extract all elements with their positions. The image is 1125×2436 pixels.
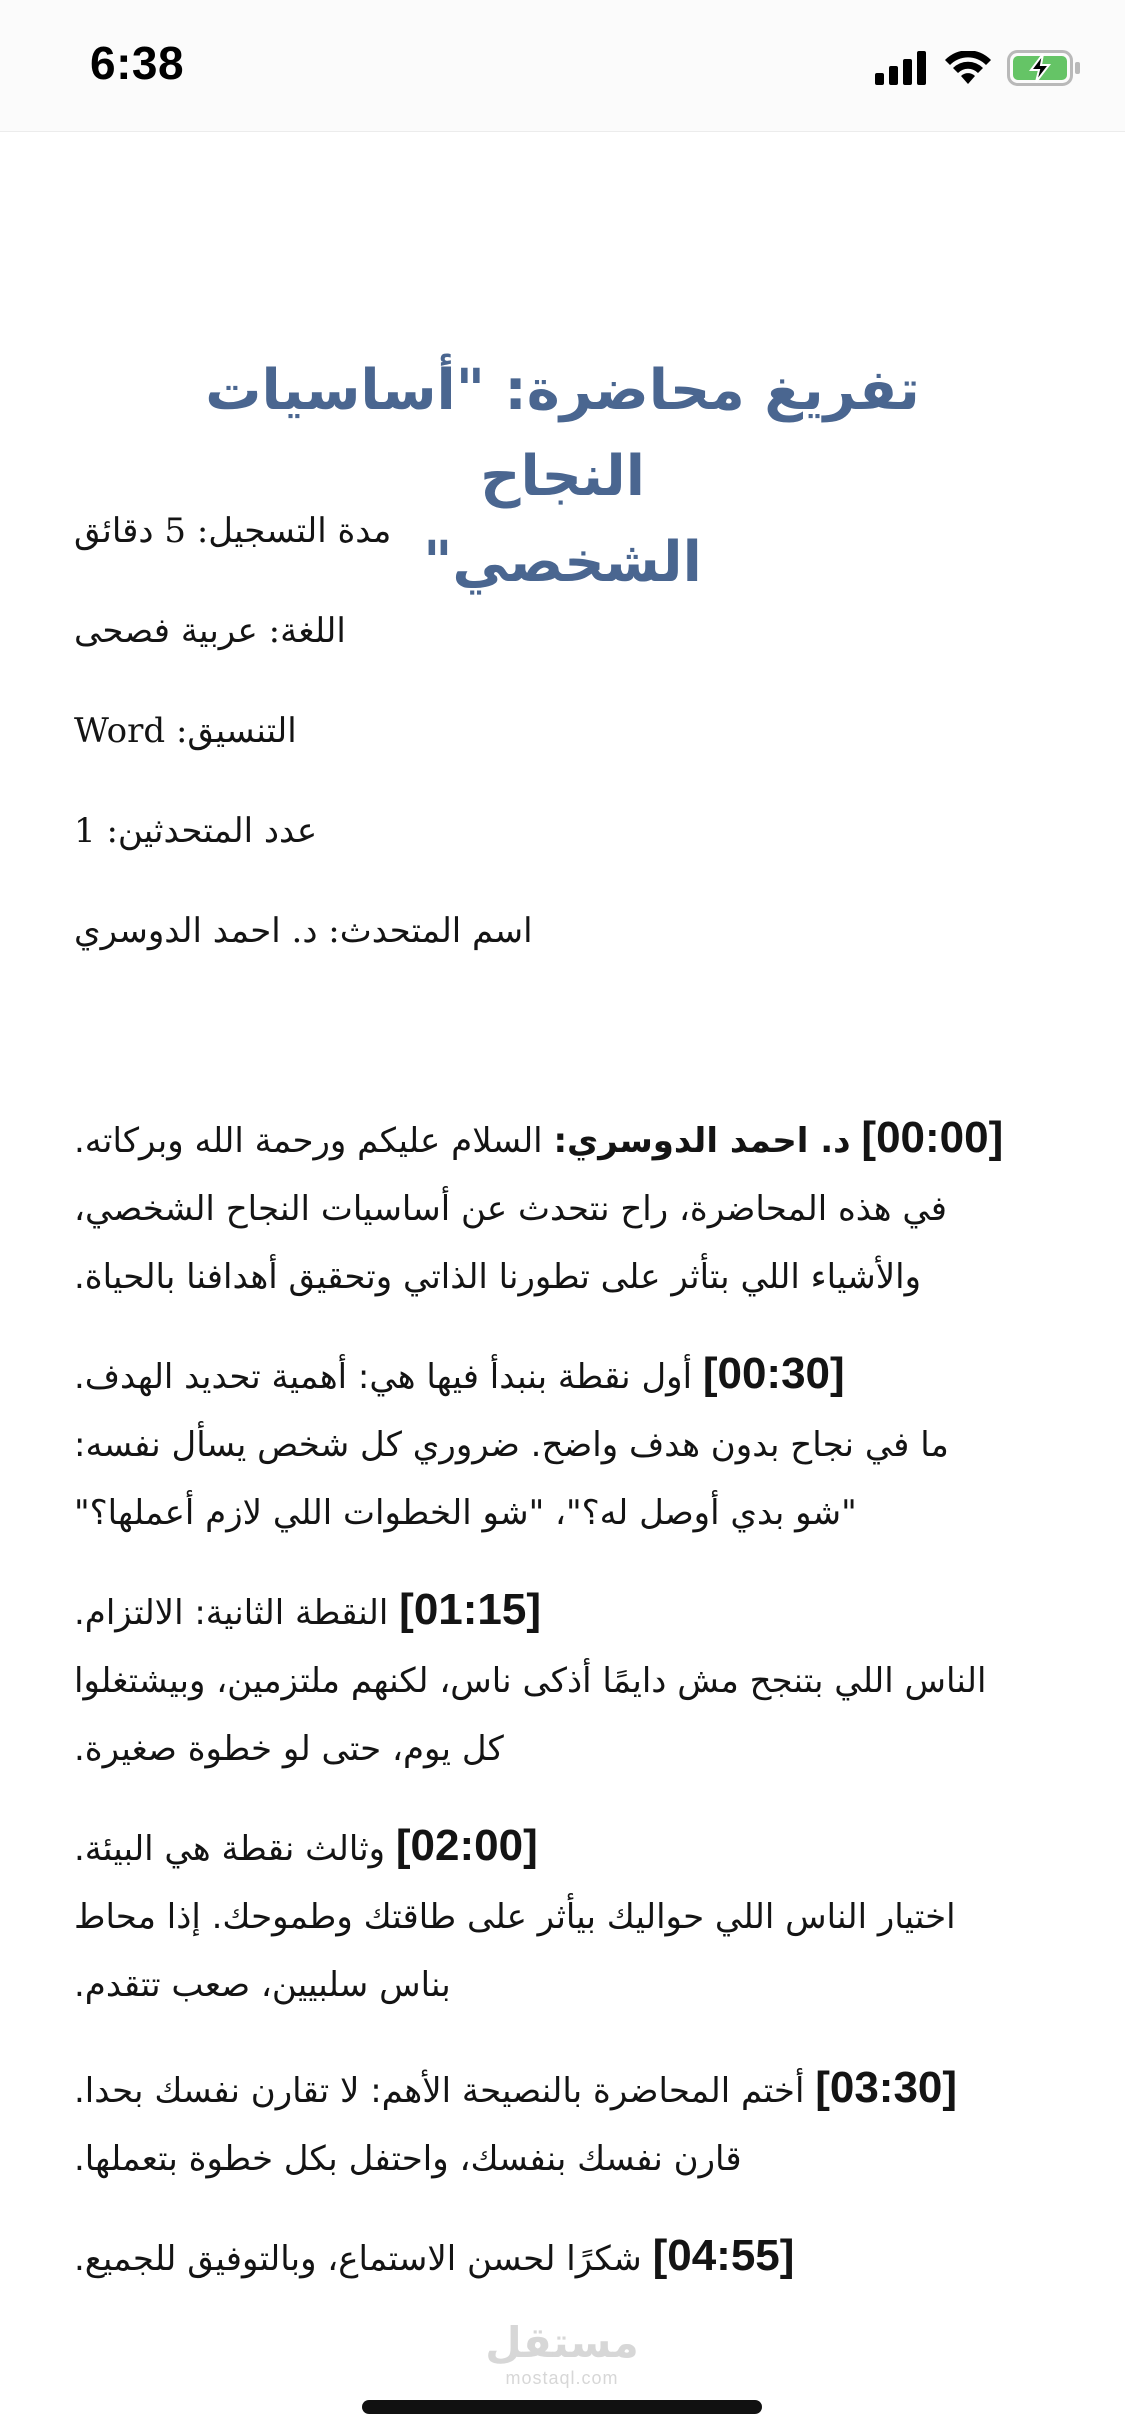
transcript-paragraph (74, 2222, 1054, 2293)
timestamp: [01:15] (399, 1585, 542, 1634)
paragraph-text: وثالث نقطة هي البيئة. (74, 1829, 396, 1869)
paragraph-text: النقطة الثانية: الالتزام. (74, 1593, 400, 1633)
status-bar (0, 0, 1125, 132)
status-icons (875, 46, 1081, 90)
timestamp: [00:30] (702, 1349, 845, 1398)
timestamp: [04:55] (652, 2231, 795, 2280)
paragraph-line: في هذه المحاضرة، راح نتحدث عن أساسيات النجاح الشخصي، (74, 1189, 947, 1229)
meta-speaker-count: عدد المتحدثين: 1 (74, 811, 318, 851)
watermark-latin: mostaql.com (505, 2368, 619, 2388)
meta-duration: مدة التسجيل: 5 دقائق (74, 511, 392, 551)
timestamp: [02:00] (395, 1821, 538, 1870)
paragraph-line (74, 1340, 1054, 1411)
paragraph-line: "شو بدي أوصل له؟"، "شو الخطوات اللي لازم أعملها؟" (74, 1493, 857, 1533)
document-title-line2: الشخصي" (423, 530, 702, 595)
timestamp: [00:00] (861, 1113, 1004, 1162)
paragraph-line: ما في نجاح بدون هدف واضح. ضروري كل شخص يسأل نفسه: (74, 1425, 949, 1465)
paragraph-text: أول نقطة بنبدأ فيها هي: أهمية تحديد الهدف. (74, 1357, 703, 1397)
timestamp: [03:30] (815, 2063, 958, 2112)
signal-icon (875, 51, 929, 85)
transcript-paragraph (74, 1340, 1054, 1547)
paragraph-line (74, 2222, 1054, 2293)
paragraph-line: قارن نفسك بنفسك، واحتفل بكل خطوة بتعملها. (74, 2139, 742, 2179)
paragraph-line: بناس سلبيين، صعب تتقدم. (74, 1965, 451, 2005)
meta-language: اللغة: عربية فصحى (74, 611, 346, 651)
watermark-arabic: مستقل (485, 2318, 639, 2367)
wifi-icon (945, 51, 991, 85)
paragraph-line: كل يوم، حتى لو خطوة صغيرة. (74, 1729, 504, 1769)
watermark (462, 2318, 662, 2389)
speaker-label: د. احمد الدوسري: (553, 1121, 851, 1161)
paragraph-line (74, 1576, 1054, 1647)
paragraph-line: والأشياء اللي بتأثر على تطورنا الذاتي وتحقيق أهدافنا بالحياة. (74, 1257, 922, 1297)
paragraph-line (74, 2054, 1054, 2125)
paragraph-text: السلام عليكم ورحمة الله وبركاته. (74, 1121, 554, 1161)
document-title-line1: تفريغ محاضرة: "أساسيات النجاح (205, 358, 920, 509)
transcript-paragraph (74, 1104, 1054, 1311)
transcript-paragraph (74, 2054, 1054, 2193)
paragraph-text: شكرًا لحسن الاستماع، وبالتوفيق للجميع. (74, 2239, 653, 2279)
paragraph-line: الناس اللي بتنجح مش دايمًا أذكى ناس، لكنهم ملتزمين، وبيشتغلوا (74, 1661, 987, 1701)
document-title (120, 348, 1005, 606)
meta-format: التنسيق: Word (74, 711, 297, 751)
meta-speaker-name: اسم المتحدث: د. احمد الدوسري (74, 911, 533, 951)
transcript-paragraph (74, 1576, 1054, 1783)
home-indicator[interactable] (362, 2400, 762, 2414)
paragraph-text: أختم المحاضرة بالنصيحة الأهم: لا تقارن نفسك بحدا. (74, 2071, 816, 2111)
paragraph-line (74, 1104, 1054, 1175)
transcript-paragraph (74, 1812, 1054, 2019)
paragraph-line (74, 1812, 1054, 1883)
battery-charging-icon (1007, 50, 1081, 86)
paragraph-line: اختيار الناس اللي حواليك بيأثر على طاقتك وطموحك. إذا محاط (74, 1897, 956, 1937)
status-time: 6:38 (90, 37, 185, 89)
